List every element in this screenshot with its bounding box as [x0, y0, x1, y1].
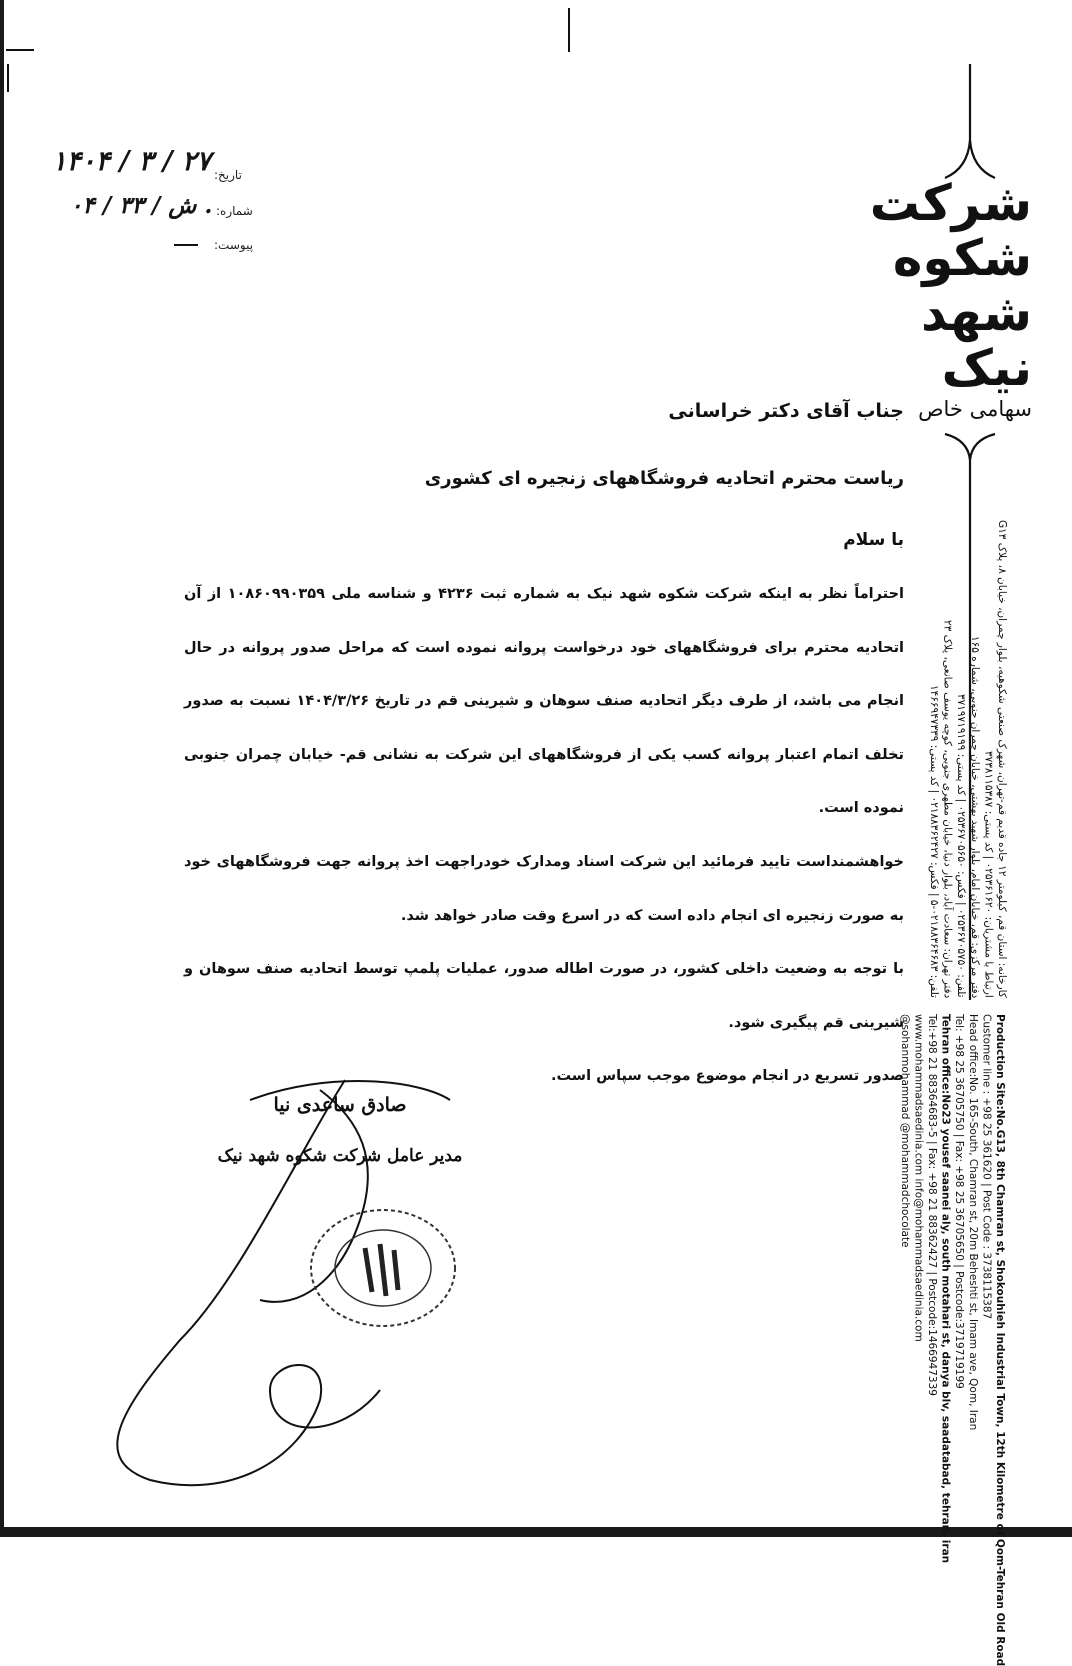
contact-fa-line-5: دفتر تهران: سعادت آباد، بلوار دنیا، خیابان مطهری جنوبی، کوچه یوسف صانعی، پلاک ۲۳ — [941, 619, 954, 998]
contact-persian-column — [928, 478, 1008, 998]
contact-en-line-3: Head office:No. 165-South, Chamran st, 20m Beheshti st, Imam ave, Qom, Iran — [966, 1014, 979, 1431]
number-label: شماره: — [216, 204, 253, 218]
logo-line-2: شکوه — [892, 229, 1032, 287]
contact-en-line-4: Tel: +98 25 36705750 | Fax: +98 25 36705650 | Postcode:3719719199 — [953, 1014, 966, 1389]
attachment-label: پیوست: — [214, 238, 254, 252]
body-paragraph-4: صدور تسریع در انجام موضوع موجب سپاس است. — [550, 1068, 904, 1085]
date-label: تاریخ: — [214, 168, 242, 182]
contact-en-line-2: Customer line : +98 25 361620 | Post Code : 3738115387 — [980, 1014, 993, 1320]
logo-line-3: شهد — [920, 284, 1032, 342]
body-paragraph-3: با توجه به وضعیت داخلی کشور، در صورت اطاله صدور، عملیات پلمپ توسط اتحادیه صنف سوهان و شیرینی قم پیگیری شود. — [184, 961, 904, 1031]
recipient-name: جناب آقای دکتر خراسانی — [668, 400, 904, 422]
contact-en-line-5: Tehran office:No23 yousef saanei aly, south motahari st, danya blv, saadatabad, tehran, iran — [939, 1014, 952, 1564]
logo-line-1: شرکت — [869, 174, 1032, 232]
contact-english-column — [898, 1014, 1006, 1666]
signature-block — [180, 1094, 500, 1166]
recipient-title: ریاست محترم اتحادیه فروشگاههای زنجیره ای کشوری — [424, 468, 904, 489]
corner-marks — [6, 50, 34, 92]
contact-fa-line-1: کارخانه: استان قم، کیلومتر ۱۲ جاده قدیم قم-تهران، شهرک صنعتی شکوهیه، بلوار چمران، خیابان ۸، پلاک G۱۳ — [996, 520, 1008, 998]
date-value: ۱۴۰۴ / ۳ / ۲۷ — [52, 146, 211, 177]
body-paragraph-1: احتراماً نظر به اینکه شرکت شکوه شهد نیک به شماره ثبت ۴۲۳۶ و شناسه ملی ۱۰۸۶۰۹۹۰۳۵۹ از آن اتحادیه محترم برای فروشگاههای خود درخواست پروانه نموده است که مراحل صدور پروانه در حال انجام می باشد، از طرف دیگر اتحادیه صنف سوهان و شیرینی قم در تاریخ ۱۴۰۴/۳/۲۶ نسبت به صدور تخلف اتمام اعتبار پروانه کسب یکی از فروشگاههای این شرکت به نشانی قم- خیابان چمران جنوبی نموده است. — [184, 586, 904, 817]
contact-en-line-7: www.mohammadsaedinia.com info@mohammadsaedinia.com — [912, 1014, 925, 1342]
contact-en-line-1: Production Site:No.G13, 8th Chamran st, Shokouhieh Industrial Town, 12th Kilometre of Qom-Tehran Old Road — [994, 1014, 1006, 1666]
contact-en-line-6: Tel:+98 21 88364683-5 | Fax: +98 21 88362427 | Postcode:1466947339 — [926, 1014, 939, 1396]
contact-en-line-8: @sohanmohammad @mohammadchocolate — [898, 1014, 911, 1248]
greeting: با سلام — [843, 530, 904, 550]
body-paragraph-2: خواهشمنداست تایید فرمائید این شرکت اسناد ومدارک خودراجهت اخذ پروانه جهت فروشگاههای خود به صورت زنجیره ای انجام داده است که در اسرع وقت صادر خواهد شد. — [184, 853, 904, 924]
company-logo — [869, 174, 1032, 422]
signer-title: مدیر عامل شرکت شکوه شهد نیک — [217, 1146, 463, 1166]
contact-fa-line-3: دفتر مرکزی: قم، خیابان امام، بلوار شهید بهشتی، خیابان چمران جنوبی، شماره ۱۶۵ — [968, 635, 981, 998]
contact-fa-line-6: تلفن: ۰۲۱۸۸۳۶۴۶۸۳-۵ | فکس: ۰۲۱۸۸۳۶۲۴۲۷ | کد پستی: ۱۴۶۶۹۴۷۳۳۹ — [928, 685, 941, 998]
logo-line-4: نیک — [941, 339, 1032, 397]
company-seal — [311, 1210, 455, 1326]
contact-fa-line-2: ارتباط با مشتریان: ۰۲۵۳۶۱۶۲۰ | کد پستی: ۳۷۳۸۱۱۵۳۸۷ — [982, 751, 995, 998]
logo-line-5: سهامی خاص — [918, 397, 1032, 421]
signer-name: صادق ساعدی نیا — [273, 1094, 407, 1116]
letter-body — [184, 568, 904, 1104]
contact-fa-line-4: تلفن: ۰۲۵۳۶۷۰۵۷۵۰ | فکس: ۰۲۵۳۶۷۰۵۶۵۰ | کد پستی: ۳۷۱۹۷۱۹۱۹۹ — [955, 694, 968, 998]
number-value: ۰۴ / ش / ۳۳ . — [70, 192, 213, 219]
